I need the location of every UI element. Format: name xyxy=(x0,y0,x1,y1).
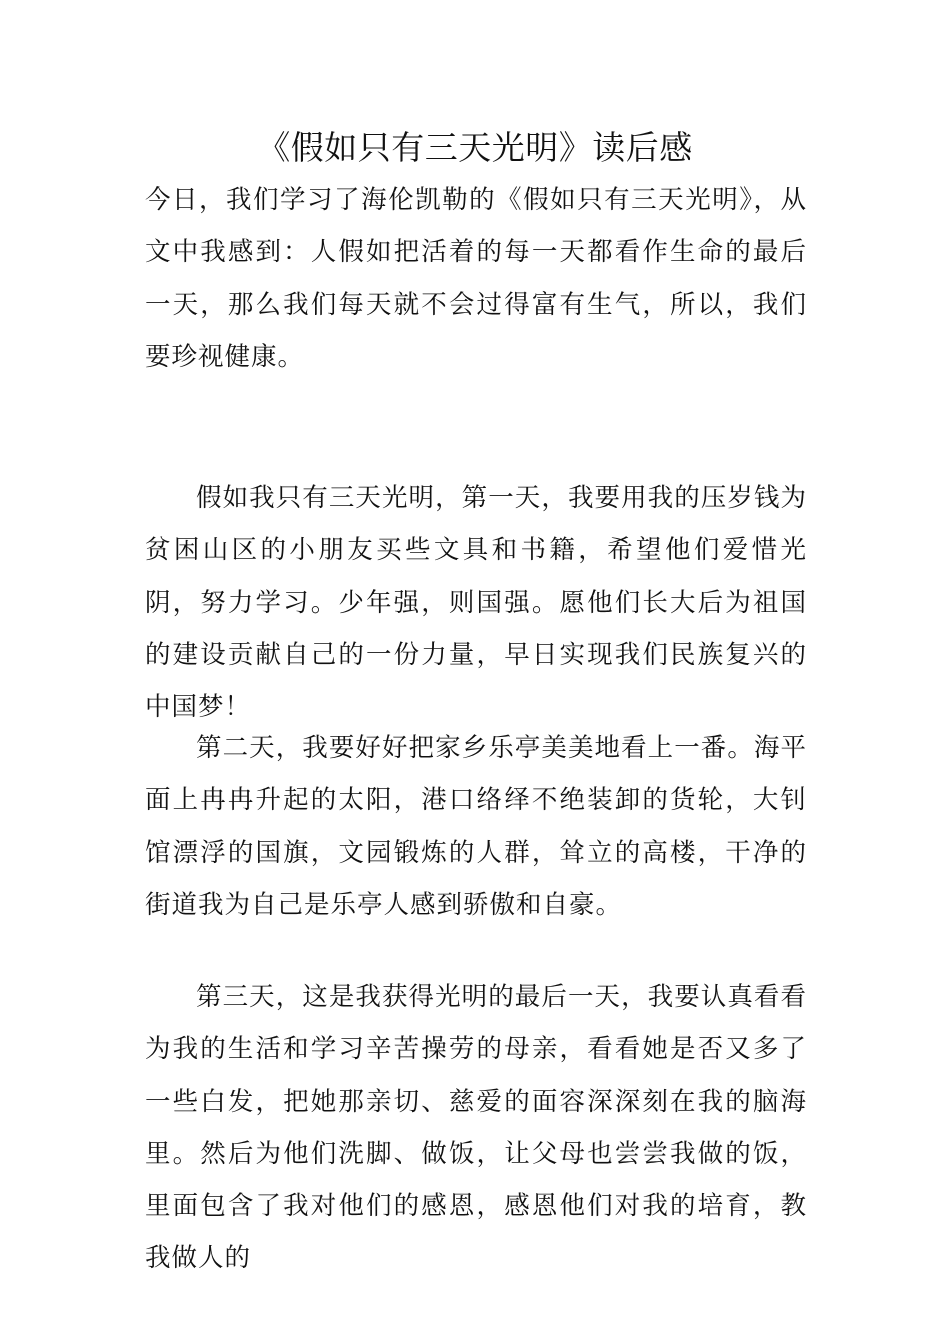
paragraph-intro: 今日，我们学习了海伦凯勒的《假如只有三天光明》，从文中我感到：人假如把活着的每一天都看作生命的最后一天，那么我们每天就不会过得富有生气，所以，我们要珍视健康。 xyxy=(145,185,807,372)
paragraph-day-one: 假如我只有三天光明，第一天，我要用我的压岁钱为贫困山区的小朋友买些文具和书籍，希望他们爱惜光阴，努力学习。少年强，则国强。愿他们长大后为祖国的建设贡献自己的一份力量，早日实现我们民族复兴的中国梦！ xyxy=(145,483,807,723)
paragraph-day-two: 第二天，我要好好把家乡乐亭美美地看上一番。海平面上冉冉升起的太阳，港口络绎不绝装卸的货轮，大钊馆漂浮的国旗，文园锻炼的人群，耸立的高楼，干净的街道我为自己是乐亭人感到骄傲和自豪。 xyxy=(145,733,807,920)
document-title: 《假如只有三天光明》读后感 xyxy=(257,128,693,167)
paragraph-day-three: 第三天，这是我获得光明的最后一天，我要认真看看为我的生活和学习辛苦操劳的母亲，看看她是否又多了一些白发，把她那亲切、慈爱的面容深深刻在我的脑海里。然后为他们洗脚、做饭，让父母也尝尝我做的饭，里面包含了我对他们的感恩，感恩他们对我的培育，教我做人的 xyxy=(145,982,807,1274)
